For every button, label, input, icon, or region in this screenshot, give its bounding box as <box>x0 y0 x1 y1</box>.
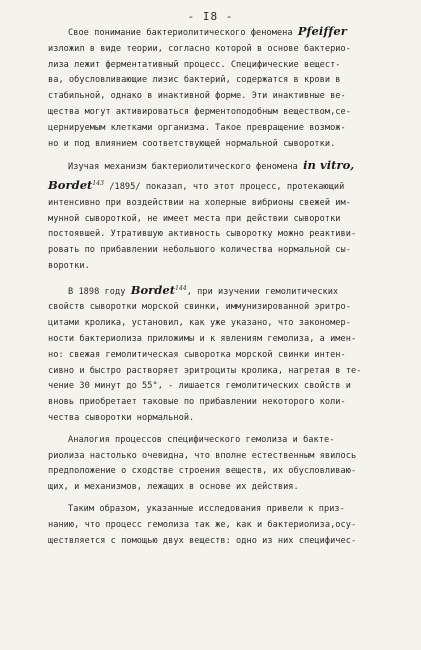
typed-text: сивно и быстро растворяет эритроциты кролика, нагретая в те- <box>48 365 362 376</box>
typed-text: Свое понимание бактериолитического феномена <box>68 28 298 38</box>
typed-text: мунной сывороткой, не имеет места при действии сыворотки <box>48 213 341 224</box>
text-line <box>48 259 388 275</box>
text-line <box>48 89 388 105</box>
typed-text: постоявшей. Утратившую активность сыворотку можно реактиви- <box>48 229 357 240</box>
typed-text: нанию, что процесс гемолиза так же, как и бактериолиза,осу- <box>48 519 357 530</box>
text-line <box>48 411 388 427</box>
text-line <box>48 433 388 449</box>
typed-text: ществляется с помощью двух веществ: одно из них специфичес- <box>48 535 357 546</box>
typed-text: воротки. <box>48 261 90 272</box>
paragraph <box>48 433 388 496</box>
text-line <box>48 42 388 58</box>
typed-text: изложил в виде теории, согласно которой в основе бактерио- <box>48 43 351 54</box>
typed-text: ности бактериолиза приложимы и к явлениям гемолиза, а имен- <box>48 334 357 345</box>
typed-text: стабильной, однако в инактивной форме. Эти инактивные ве- <box>48 91 346 102</box>
text-line <box>48 300 388 316</box>
text-line <box>48 121 388 137</box>
text-line <box>48 480 388 496</box>
text-body <box>48 24 388 555</box>
text-line <box>48 158 388 176</box>
text-line <box>48 332 388 348</box>
typed-text: чение 30 минут до 55°, - лишается гемолитических свойств и <box>48 381 351 392</box>
paragraph <box>48 24 388 152</box>
text-line <box>48 502 388 518</box>
text-line <box>48 73 388 89</box>
page-number: - I8 - <box>187 10 234 23</box>
text-line <box>48 395 388 411</box>
text-line <box>48 364 388 380</box>
typed-text: вновь приобретает таковые по прибавлении некоторого коли- <box>48 397 346 408</box>
text-line <box>48 227 388 243</box>
text-line <box>48 518 388 534</box>
typed-text: лиза лежит ферментативный процесс. Специфические вещест- <box>48 59 341 70</box>
text-line <box>48 137 388 153</box>
text-line <box>48 176 388 196</box>
typed-text: цитами кролика, установил, как уже указано, что закономер- <box>48 318 351 329</box>
typed-text: цернируемым клетками организма. Такое превращение возмож- <box>48 122 346 133</box>
text-line <box>48 105 388 121</box>
text-line <box>48 534 388 550</box>
handwritten-name: Bordet <box>130 282 176 297</box>
text-line <box>48 348 388 364</box>
text-line <box>48 196 388 212</box>
reference-number: 144 <box>175 284 187 292</box>
typed-text: щих, и механизмов, лежащих в основе их действия. <box>48 482 299 493</box>
text-line <box>48 281 388 301</box>
typed-text: Аналогия процессов специфического гемолиза и бакте- <box>68 434 335 445</box>
typed-text: предположение о сходстве строения веществ, их обусловливаю- <box>48 466 357 477</box>
handwritten-name: Pfeiffer <box>297 24 347 38</box>
typed-text: чества сыворотки нормальной. <box>48 413 195 424</box>
typed-text: , при изучении гемолитических <box>186 286 339 297</box>
text-line <box>48 379 388 395</box>
text-line <box>48 24 388 42</box>
typed-text: ва, обусловливающие лизис бактерий, содержатся в крови в <box>48 75 341 86</box>
typed-text: но: свежая гемолитическая сыворотка морской свинки интен- <box>48 349 346 360</box>
paragraph <box>48 502 388 549</box>
text-line <box>48 316 388 332</box>
paragraph <box>48 158 388 274</box>
text-line <box>48 212 388 228</box>
text-line <box>48 243 388 259</box>
typed-text: Таким образом, указанные исследования привели к приз- <box>68 504 345 515</box>
typed-text: ровать по прибавлении небольшого количества нормальной сы- <box>48 245 351 256</box>
text-line <box>48 464 388 480</box>
typed-text: Изучая механизм бактериолитического феномена <box>68 162 304 173</box>
typed-text: риолиза настолько очевидна, что вполне естественным явилось <box>48 450 357 461</box>
typed-text: /1895/ показал, что этот процесс, протекающий <box>104 182 345 193</box>
reference-number: 143 <box>92 180 105 188</box>
text-line <box>48 449 388 465</box>
typed-text: но и под влиянием соответствующей нормальной сыворотки. <box>48 138 336 149</box>
typed-text: щества могут активироваться ферментоподобным веществом,се- <box>48 106 351 117</box>
typed-text: свойств сыворотки морской свинки, иммунизированной эритро- <box>48 302 351 313</box>
text-line <box>48 58 388 74</box>
typed-text: интенсивно при воздействии на холерные вибрионы свежей им- <box>48 197 351 208</box>
handwritten-name: Bordet <box>48 178 93 193</box>
paragraph <box>48 281 388 427</box>
typed-text: В 1898 году <box>68 286 131 297</box>
handwritten-name: in vitro, <box>303 158 355 173</box>
